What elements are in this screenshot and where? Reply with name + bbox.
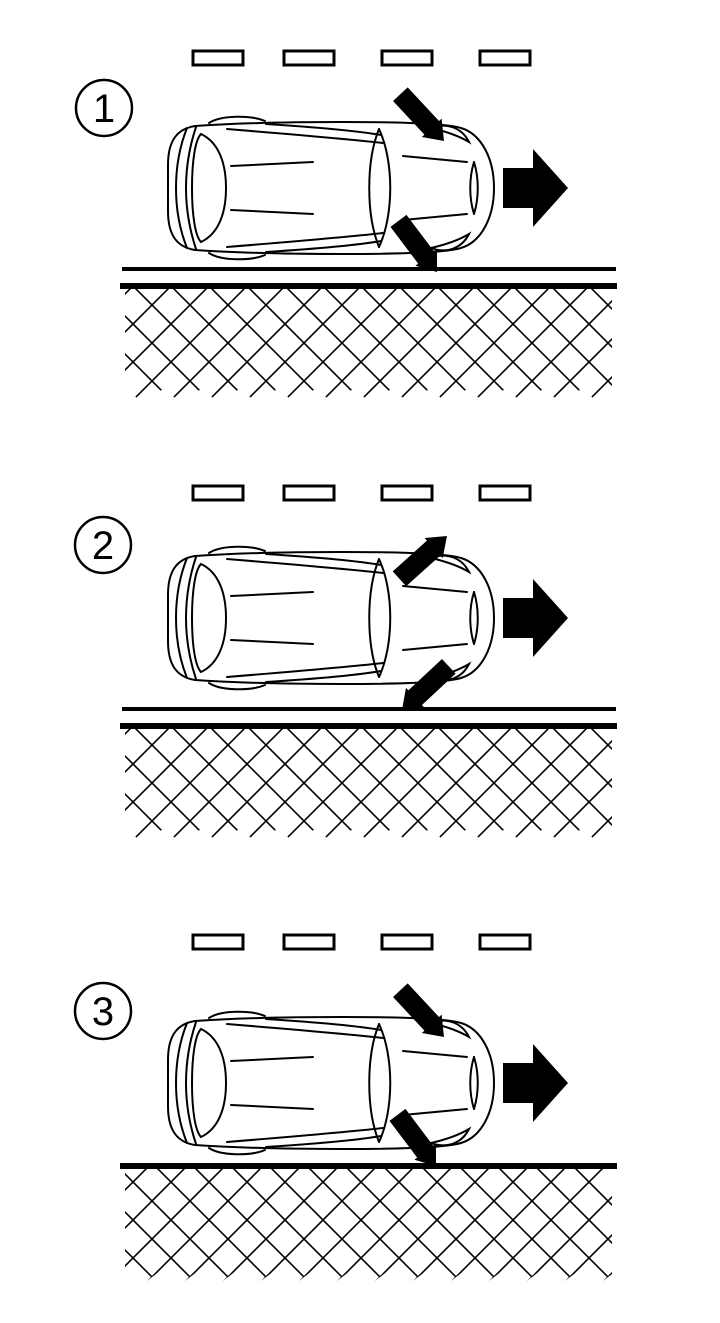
direction-arrow-icon <box>503 1044 568 1122</box>
car-icon <box>168 1012 494 1155</box>
panel-3 <box>75 935 619 1291</box>
lane-dash <box>382 486 432 500</box>
lane-marking-dashes <box>193 486 530 500</box>
direction-arrow-icon <box>503 579 568 657</box>
lane-dash <box>480 935 530 949</box>
lane-dash <box>480 51 530 65</box>
sensor-arrow-top-icon <box>390 85 453 150</box>
car-icon <box>168 117 494 260</box>
lane-dash <box>193 486 243 500</box>
lane-marking-dashes <box>193 935 530 949</box>
step-number: 2 <box>91 524 115 568</box>
step-badge <box>75 517 131 573</box>
lane-dash <box>480 486 530 500</box>
lane-dash <box>284 935 334 949</box>
step-badge <box>75 983 131 1039</box>
sensor-arrow-top-icon <box>390 981 453 1046</box>
sensor-arrow-top-icon <box>390 526 456 589</box>
panel-2 <box>75 486 619 851</box>
wall-hatch <box>120 267 619 411</box>
direction-arrow-icon <box>503 149 568 227</box>
wall-hatch <box>120 707 619 851</box>
lane-dash <box>382 51 432 65</box>
lane-dash <box>284 486 334 500</box>
lane-dash <box>193 51 243 65</box>
wall-hatch <box>120 1163 619 1291</box>
lane-dash <box>382 935 432 949</box>
step-number: 1 <box>92 87 116 131</box>
lane-dash <box>284 51 334 65</box>
step-number: 3 <box>91 990 115 1034</box>
lane-dash <box>193 935 243 949</box>
lane-marking-dashes <box>193 51 530 65</box>
panel-1 <box>76 51 619 411</box>
step-badge <box>76 80 132 136</box>
